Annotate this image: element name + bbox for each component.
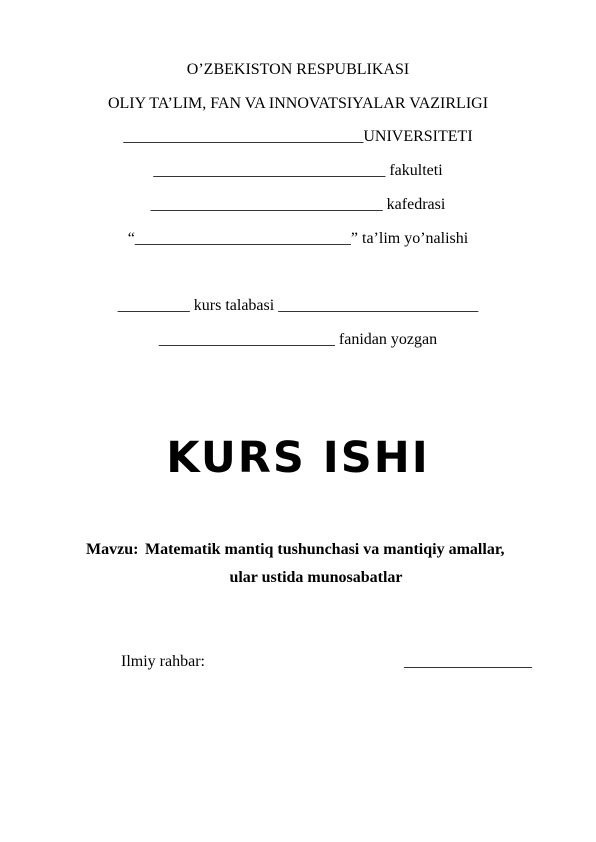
subject-line: ______________________ fanidan yozgan	[158, 331, 438, 348]
direction-line: “___________________________” ta’lim yo’nalishi	[127, 230, 469, 247]
topic-text-line1: Matematik mantiq tushunchasi va mantiqiy amallar,	[145, 541, 505, 558]
topic-text-line2: ular ustida munosabatlar	[229, 569, 403, 586]
course-student-line: _________ kurs talabasi _________________________	[117, 297, 479, 314]
supervisor-blank: ________________	[404, 653, 532, 670]
university-line: ______________________________UNIVERSITETI	[123, 128, 473, 145]
country-name: O’ZBEKISTON RESPUBLIKASI	[186, 61, 410, 78]
faculty-line: _____________________________ fakulteti	[153, 162, 443, 179]
supervisor-label: Ilmiy rahbar:	[121, 653, 205, 670]
document-title: KURS ISHI	[166, 433, 430, 483]
topic-label: Mavzu:	[86, 541, 139, 558]
ministry-name: OLIY TA’LIM, FAN VA INNOVATSIYALAR VAZIRLIGI	[107, 95, 489, 112]
department-line: _____________________________ kafedrasi	[150, 196, 446, 213]
